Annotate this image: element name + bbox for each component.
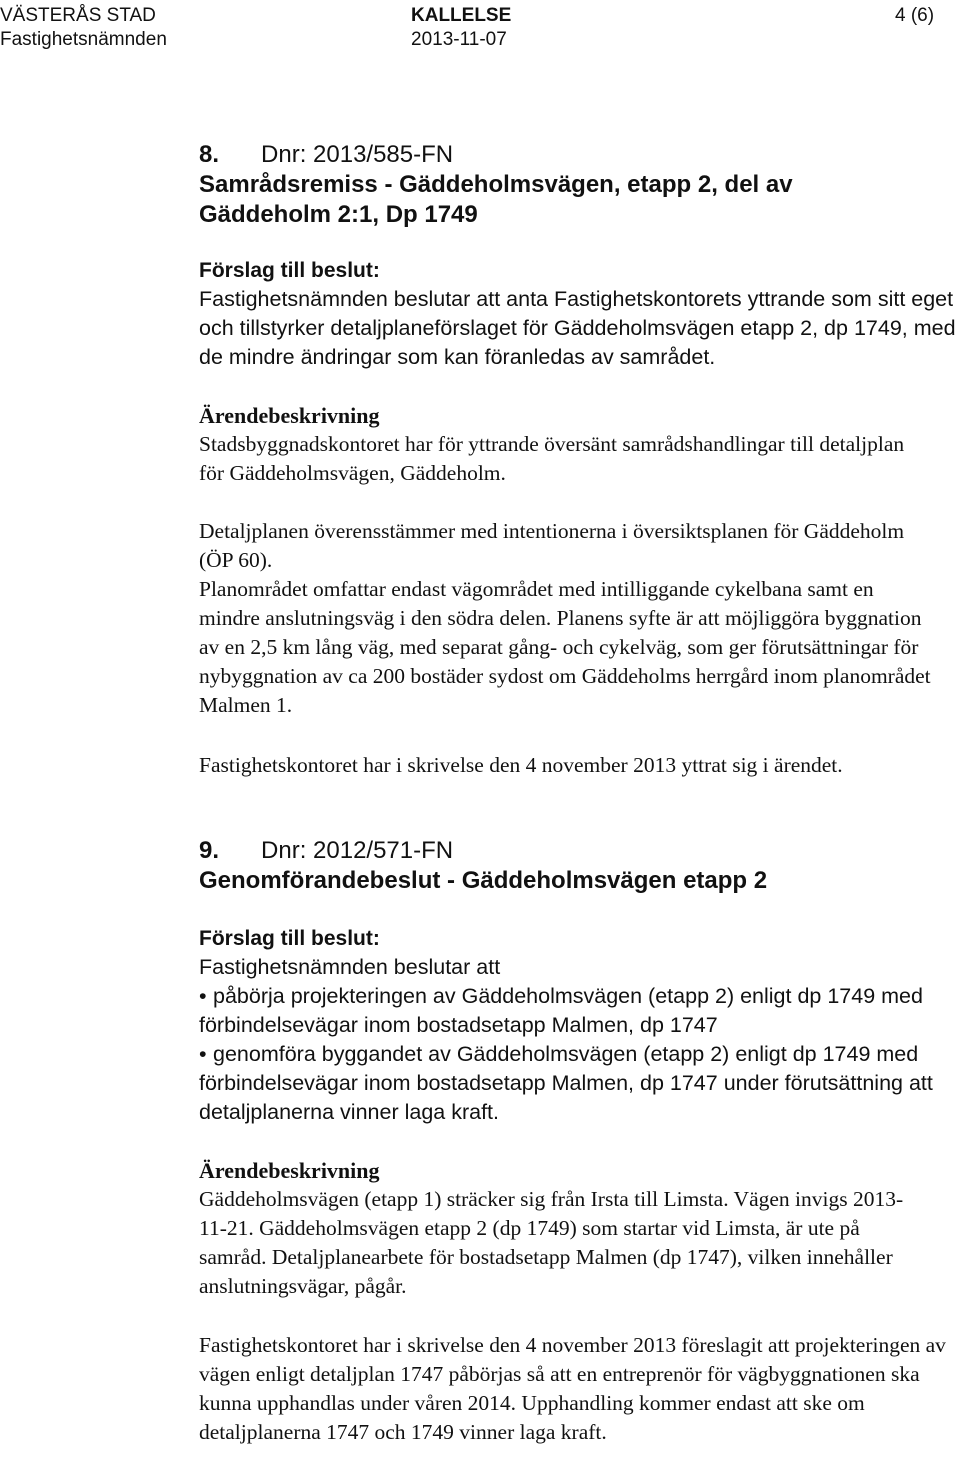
org-name: VÄSTERÅS STAD: [0, 5, 156, 26]
proposal-bullet-2: • genomföra byggandet av Gäddeholmsvägen (etapp 2) enligt dp 1749 med förbindelsevägar inom bostadsetapp Malmen, dp 1747 under förutsättning att detaljplanerna vinner laga kraft.: [199, 1042, 933, 1124]
proposal-paragraph: Fastighetsnämnden beslutar att anta Fastighetskontorets yttrande som sitt eget och tillstyrker detaljplaneförslaget för Gäddeholmsvägen etapp 2, dp 1749, med de mindre ändringar som kan föranledas av samrådet.: [199, 287, 956, 369]
document-date: 2013-11-07: [411, 29, 507, 50]
proposal-heading-text: Förslag till beslut:: [199, 259, 380, 282]
description-heading-text: Ärendebeskrivning: [199, 403, 380, 428]
description-paragraph-1: [199, 430, 934, 488]
proposal-text: [199, 285, 960, 372]
page-header: [0, 0, 960, 60]
item-9-heading: [199, 836, 959, 896]
item-title: Genomförandebeslut - Gäddeholmsvägen etapp 2: [199, 867, 768, 894]
description-paragraph-2: [199, 1331, 954, 1447]
paragraph: Stadsbyggnadskontoret har för yttrande översänt samrådshandlingar till detaljplan för Gäddeholmsvägen, Gäddeholm.: [199, 432, 905, 485]
proposal-heading: [199, 924, 959, 953]
bullet-text: genomföra byggandet av Gäddeholmsvägen (etapp 2) enligt dp 1749 med förbindelsevägar inom bostadsetapp Malmen, dp 1747 under förutsättning att detaljplanerna vinner laga kraft.: [199, 1042, 933, 1124]
page-number: 4 (6): [895, 5, 935, 26]
paragraph: Fastighetskontoret har i skrivelse den 4 november 2013 yttrat sig i ärendet.: [199, 753, 843, 777]
description-heading-text: Ärendebeskrivning: [199, 1158, 380, 1183]
proposal-heading-text: Förslag till beslut:: [199, 927, 380, 950]
paragraph: Gäddeholmsvägen (etapp 1) sträcker sig från Irsta till Limsta. Vägen invigs 2013-11-21. Gäddeholmsvägen etapp 2 (dp 1749) som startar vid Limsta, är ute på samråd. Detaljplanearbete för bostadsetapp Malmen (dp 1747), vilken innehåller anslutningsvägar, pågår.: [199, 1187, 904, 1298]
paragraph: Detaljplanen överensstämmer med intentionerna i översiktsplanen för Gäddeholm (ÖP 60).: [199, 519, 905, 572]
description-paragraph-2: [199, 517, 919, 575]
paragraph: Fastighetskontoret har i skrivelse den 4 november 2013 föreslagit att projekteringen av vägen enligt detaljplan 1747 påbörjas så att en entreprenör för vägbyggnationen ska kunna upphandlas under våren 2014. Upphandling kommer endast att ske om detaljplanerna 1747 och 1749 vinner laga kraft.: [199, 1333, 946, 1444]
item-8-heading: [199, 140, 959, 230]
paragraph: Planområdet omfattar endast vägområdet med intilliggande cykelbana samt en mindre anslutningsväg i den södra delen. Planens syfte är att möjliggöra byggnation av en 2,5 km lång väg, med separat gång- och cykelväg, som ger förutsättningar för nybyggnation av ca 200 bostäder sydost om Gäddeholms herrgård inom planområdet Malmen 1.: [199, 577, 931, 717]
proposal-heading: [199, 256, 959, 285]
description-paragraph-3: [199, 575, 934, 720]
description-paragraph-1: [199, 1185, 919, 1301]
item-dnr: Dnr: 2013/585-FN: [261, 141, 454, 168]
item-title: Samrådsremiss - Gäddeholmsvägen, etapp 2, del av Gäddeholm 2:1, Dp 1749: [199, 171, 793, 228]
document-type: KALLELSE: [411, 5, 512, 26]
proposal-intro: Fastighetsnämnden beslutar att: [199, 955, 501, 979]
description-paragraph-4: [199, 751, 959, 780]
description-heading: [199, 401, 959, 430]
item-dnr: Dnr: 2012/571-FN: [261, 837, 454, 864]
bullet-text: påbörja projekteringen av Gäddeholmsvägen (etapp 2) enligt dp 1749 med förbindelsevägar inom bostadsetapp Malmen, dp 1747: [199, 984, 923, 1037]
item-number: 8.: [199, 141, 220, 168]
item-number: 9.: [199, 837, 220, 864]
proposal-bullet-1: • påbörja projekteringen av Gäddeholmsvägen (etapp 2) enligt dp 1749 med förbindelsevägar inom bostadsetapp Malmen, dp 1747: [199, 984, 923, 1037]
committee-name: Fastighetsnämnden: [0, 29, 167, 50]
proposal-list: [199, 953, 959, 1127]
description-heading: [199, 1156, 959, 1185]
